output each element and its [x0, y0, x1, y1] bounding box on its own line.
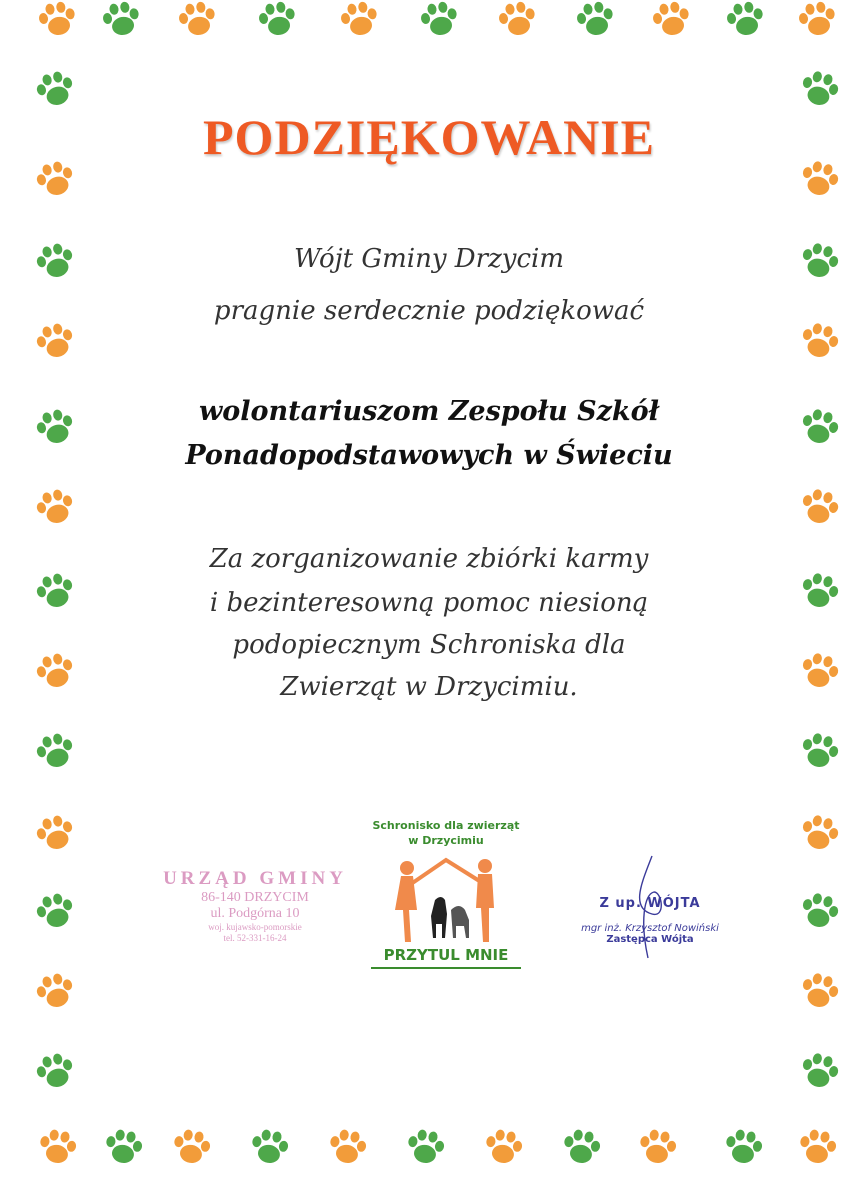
- paw-icon: [798, 68, 841, 109]
- paw-icon: [249, 1128, 290, 1166]
- paw-icon: [34, 891, 77, 932]
- paw-icon: [34, 321, 77, 362]
- reason-line-4: Zwierząt w Drzycimiu.: [280, 672, 578, 702]
- paw-icon: [798, 890, 841, 931]
- paw-icon: [34, 731, 77, 772]
- reason-line-1: Za zorganizowanie zbiórki karmy: [209, 544, 649, 574]
- stamp-line-3: ul. Podgórna 10: [210, 906, 300, 921]
- paw-icon: [103, 1128, 144, 1166]
- stamp-line-2: 86-140 DRZYCIM: [201, 890, 309, 905]
- paw-icon: [651, 0, 692, 38]
- from-line-1: Wójt Gminy Drzycim: [293, 244, 565, 274]
- paw-icon: [177, 0, 218, 38]
- paw-icon: [34, 1051, 77, 1092]
- office-stamp: [160, 868, 350, 944]
- paw-icon: [797, 0, 838, 38]
- paw-icon: [405, 1128, 446, 1166]
- paw-icon: [497, 0, 538, 38]
- paw-icon: [797, 1128, 838, 1166]
- paw-icon: [339, 0, 380, 38]
- paw-icon: [419, 0, 460, 38]
- paw-icon: [37, 0, 78, 38]
- paw-icon: [34, 69, 77, 110]
- handwritten-signature: [622, 852, 682, 962]
- paw-icon: [257, 0, 298, 38]
- logo-motto: PRZYTUL MNIE: [383, 946, 509, 964]
- stamp-line-5: tel. 52-331-16-24: [223, 933, 287, 943]
- stamp-line-4: woj. kujawsko-pomorskie: [208, 922, 302, 932]
- paw-icon: [101, 0, 142, 38]
- logo-caption-2: w Drzycimiu: [408, 834, 484, 847]
- paw-icon: [637, 1128, 678, 1166]
- paw-icon: [723, 1128, 764, 1166]
- paw-icon: [483, 1128, 524, 1166]
- paw-icon: [37, 1128, 78, 1166]
- from-line-2: pragnie serdecznie podziękować: [213, 296, 645, 326]
- certificate-title: PODZIĘKOWANIE: [203, 109, 655, 165]
- paw-icon: [798, 812, 841, 853]
- logo-underline: [371, 967, 521, 969]
- signature-line-1: Z up. WÓJTA: [599, 896, 701, 911]
- stamp-line-1: URZĄD GMINY: [163, 868, 347, 889]
- paw-icon: [561, 1128, 602, 1166]
- paw-icon: [798, 320, 841, 361]
- shelter-figures-icon: [381, 852, 511, 944]
- signature-line-2: mgr inż. Krzysztof Nowiński: [581, 923, 719, 934]
- signature-block: [560, 880, 740, 945]
- recipient-line-2: Ponadopodstawowych w Świeciu: [185, 440, 673, 471]
- paw-icon: [34, 813, 77, 854]
- paw-icon: [34, 971, 77, 1012]
- reason-line-2: i bezinteresowną pomoc niesioną: [209, 588, 649, 618]
- paw-icon: [798, 1050, 841, 1091]
- reason-line-3: podopiecznym Schroniska dla: [232, 630, 626, 660]
- paw-icon: [34, 487, 77, 528]
- paw-icon: [575, 0, 616, 38]
- paw-icon: [798, 730, 841, 771]
- paw-icon: [327, 1128, 368, 1166]
- shelter-logo: [360, 818, 532, 969]
- paw-icon: [725, 0, 766, 38]
- signature-line-3: Zastępca Wójta: [606, 934, 694, 945]
- paw-icon: [798, 486, 841, 527]
- logo-caption-1: Schronisko dla zwierząt: [372, 819, 520, 832]
- paw-icon: [171, 1128, 212, 1166]
- paw-icon: [798, 970, 841, 1011]
- recipient-line-1: wolontariuszom Zespołu Szkół: [198, 396, 660, 427]
